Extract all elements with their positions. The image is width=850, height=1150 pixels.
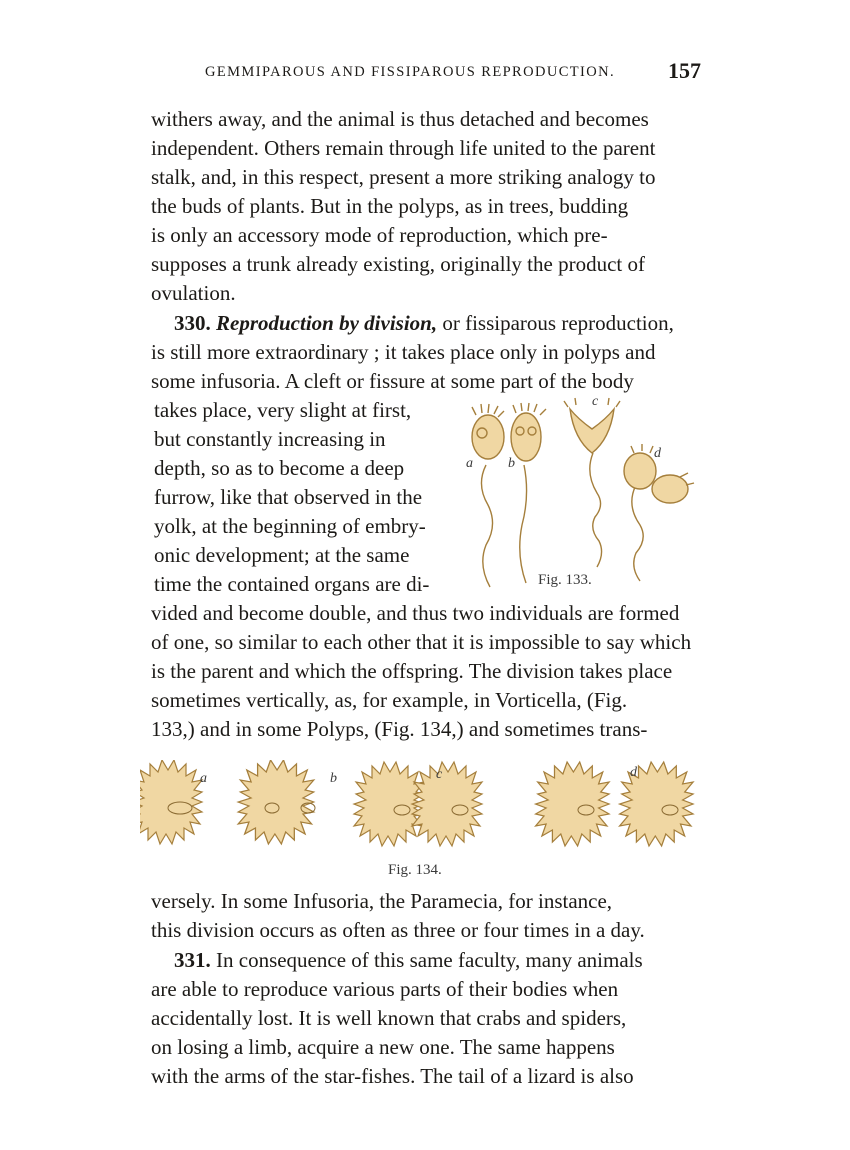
figure-133-caption: Fig. 133. [538, 572, 592, 588]
figure-label-c: c [436, 767, 443, 782]
text-line: time the contained organs are di- [154, 572, 430, 596]
running-head: GEMMIPAROUS AND FISSIPAROUS REPRODUCTION. [205, 64, 616, 80]
text-line: sometimes vertically, as, for example, in Vorticella, (Fig. [151, 688, 628, 712]
page-number: 157 [668, 58, 701, 83]
text-line: the buds of plants. But in the polyps, as in trees, budding [151, 194, 629, 218]
figure-label-c: c [592, 395, 599, 409]
figure-label-a: a [200, 771, 207, 786]
text-line: independent. Others remain through life united to the parent [151, 136, 656, 160]
figure-label-a: a [466, 456, 473, 471]
paragraph-number: 330. [174, 311, 211, 335]
text-line: 331. In consequence of this same faculty, many animals [174, 946, 702, 975]
text-line: yolk, at the beginning of embry- [154, 514, 426, 538]
figure-134-caption: Fig. 134. [388, 862, 442, 878]
figure-133-illustration [458, 395, 710, 593]
text-line: depth, so as to become a deep [154, 456, 405, 480]
text-line: versely. In some Infusoria, the Paramecia, for instance, [151, 889, 613, 913]
text-line: vided and become double, and thus two individuals are formed [151, 601, 680, 625]
text-line: 330. Reproduction by division, or fissiparous reproduction, [174, 309, 702, 338]
text-line: 133,) and in some Polyps, (Fig. 134,) and sometimes trans- [151, 717, 648, 741]
text-line: is only an accessory mode of reproduction, which pre- [151, 223, 608, 247]
text-line: supposes a trunk already existing, originally the product of [151, 252, 645, 276]
text-line: accidentally lost. It is well known that crabs and spiders, [151, 1006, 627, 1030]
figure-label-b: b [330, 771, 337, 786]
text-line: takes place, very slight at first, [154, 398, 412, 422]
text-line: some infusoria. A cleft or fissure at some part of the body [151, 369, 634, 393]
text-line: ovulation. [151, 281, 236, 305]
figure-134-illustration [140, 760, 730, 860]
text-line: of one, so similar to each other that it is impossible to say which [151, 630, 692, 654]
text-line: withers away, and the animal is thus detached and becomes [151, 107, 649, 131]
figure-label-b: b [508, 456, 515, 471]
text-line: is still more extraordinary ; it takes place only in polyps and [151, 340, 656, 364]
paragraph-number: 331. [174, 948, 211, 972]
text-line: with the arms of the star-fishes. The tail of a lizard is also [151, 1064, 634, 1088]
text-line: are able to reproduce various parts of their bodies when [151, 977, 619, 1001]
text-line: furrow, like that observed in the [154, 485, 423, 509]
text-line: onic development; at the same [154, 543, 410, 567]
text-line: but constantly increasing in [154, 427, 386, 451]
figure-label-d: d [654, 446, 661, 461]
text-line: on losing a limb, acquire a new one. The same happens [151, 1035, 615, 1059]
text-line: is the parent and which the offspring. The division takes place [151, 659, 673, 683]
text-line: stalk, and, in this respect, present a more striking analogy to [151, 165, 656, 189]
italic-heading: Reproduction by division, [216, 311, 438, 335]
page-header [0, 58, 850, 88]
text-line: this division occurs as often as three or four times in a day. [151, 918, 645, 942]
figure-label-d: d [630, 765, 637, 780]
